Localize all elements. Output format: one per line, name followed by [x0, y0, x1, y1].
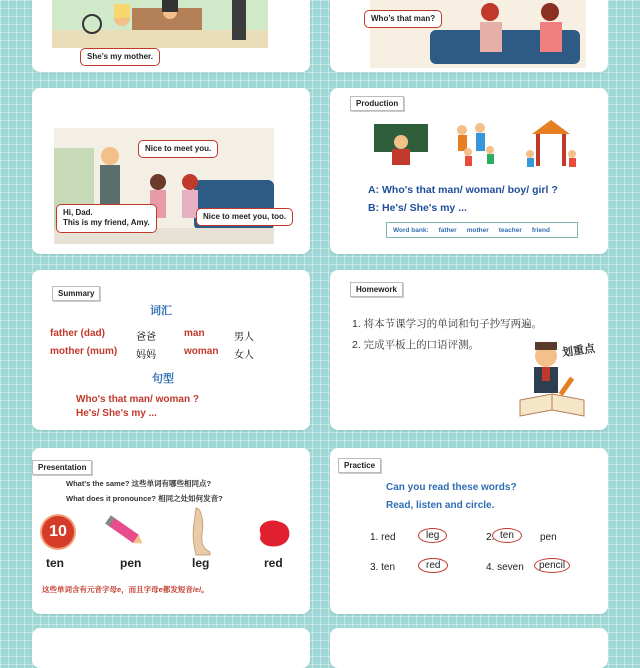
homework-item: 2. 完成平板上的口语评测。	[352, 339, 480, 351]
word-bank-item: friend	[531, 226, 550, 234]
circled-word[interactable]	[492, 528, 522, 543]
circled-answer[interactable]: leg	[418, 528, 447, 543]
slide-card-partial[interactable]	[330, 628, 608, 668]
question-text: What's the same? 这些单词有哪些相同点?	[66, 479, 212, 488]
vocab-translation: 妈妈	[136, 350, 156, 361]
circled-word[interactable]	[418, 558, 448, 573]
word-label: pen	[120, 556, 142, 570]
playground-icon	[522, 118, 580, 168]
speech-bubble: Nice to meet you, too.	[196, 208, 293, 226]
circled-answer[interactable]: ten	[492, 528, 522, 543]
slide-tag: Homework	[350, 282, 403, 297]
vocab-word: woman	[184, 346, 219, 357]
word-bank	[386, 222, 578, 238]
key-point-stamp: 划重点	[561, 342, 596, 360]
vocab-translation: 爸爸	[136, 332, 156, 343]
slide-card-dialogue[interactable]	[32, 88, 310, 254]
family-icon	[450, 122, 502, 168]
speech-bubble: Nice to meet you.	[138, 140, 218, 158]
question-text: Read, listen and circle.	[386, 500, 495, 511]
teacher-icon	[370, 120, 432, 168]
practice-item: 4. seven	[486, 562, 524, 573]
sentence-pattern: He's/ She's my ...	[76, 408, 157, 419]
word-bank-item: father	[438, 226, 457, 234]
slide-card-mother[interactable]	[32, 0, 310, 72]
slide-card-summary[interactable]	[32, 270, 310, 430]
speech-bubble: She’s my mother.	[80, 48, 160, 66]
practice-item: 3. ten	[370, 562, 396, 573]
circled-word[interactable]	[418, 528, 447, 543]
bubble-line: This is my friend, Amy.	[63, 218, 150, 228]
slide-card-presentation[interactable]	[32, 448, 310, 614]
pencil-icon	[104, 512, 148, 552]
slide-card-production[interactable]	[330, 88, 608, 254]
dialogue-line-a: A: Who's that man/ woman/ boy/ girl ?	[368, 184, 558, 196]
homework-item: 1. 将本节课学习的单词和句子抄写两遍。	[352, 318, 543, 330]
word-label: leg	[192, 556, 210, 570]
word-bank-label: Word bank:	[393, 226, 429, 234]
leg-icon	[188, 506, 214, 556]
sentence-heading: 句型	[152, 373, 174, 385]
vocab-word: man	[184, 328, 205, 339]
word-bank-item: teacher	[498, 226, 522, 234]
slide-card-partial[interactable]	[32, 628, 310, 668]
ten-icon	[42, 516, 74, 548]
circled-answer[interactable]: pencil	[534, 558, 570, 573]
park-illustration	[52, 0, 268, 48]
circled-word[interactable]	[534, 558, 570, 573]
slide-tag: Practice	[338, 458, 381, 473]
red-paint-icon	[254, 516, 294, 550]
vocab-translation: 男人	[234, 332, 254, 343]
word-label: ten	[46, 556, 64, 570]
sentence-pattern: Who's that man/ woman ?	[76, 394, 199, 405]
slide-card-who[interactable]	[330, 0, 608, 72]
word-label: red	[264, 556, 283, 570]
dialogue-line-b: B: He's/ She's my ...	[368, 202, 467, 214]
word-bank-item: mother	[466, 226, 489, 234]
pronunciation-note: 这些单词含有元音字母e，而且字母e都发短音/e/。	[42, 585, 209, 594]
slide-card-practice[interactable]	[330, 448, 608, 614]
speech-bubble	[56, 204, 157, 233]
practice-item: 1. red	[370, 532, 396, 543]
vocab-word: mother (mum)	[50, 346, 118, 357]
speech-bubble: Who’s that man?	[364, 10, 442, 28]
slide-tag: Presentation	[32, 460, 92, 475]
vocab-heading: 词汇	[150, 305, 172, 317]
vocab-word: father (dad)	[50, 328, 105, 339]
slide-card-homework[interactable]	[330, 270, 608, 430]
question-text: Can you read these words?	[386, 482, 517, 493]
practice-item: 2.	[486, 532, 495, 543]
question-text: What does it pronounce? 相同之处如何发音?	[66, 494, 223, 503]
ten-number: 10	[49, 523, 67, 540]
vocab-translation: 女人	[234, 350, 254, 361]
practice-word[interactable]: pen	[540, 532, 557, 543]
circled-answer[interactable]: red	[418, 558, 448, 573]
slide-tag: Summary	[52, 286, 100, 301]
slide-tag: Production	[350, 96, 404, 111]
bubble-line: Hi, Dad.	[63, 208, 93, 217]
